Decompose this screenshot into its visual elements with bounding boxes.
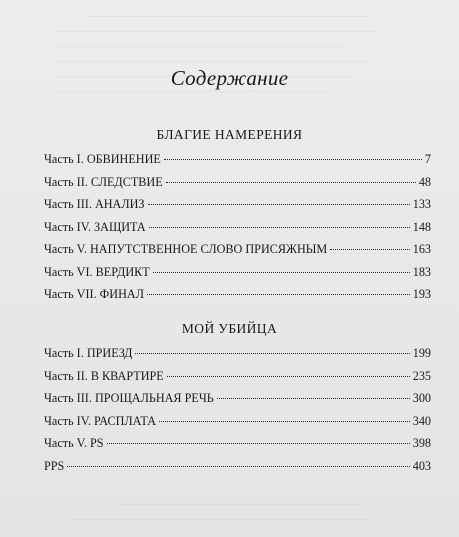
dot-leader <box>164 159 422 160</box>
toc-entry-page: 235 <box>412 368 431 383</box>
toc-entry[interactable] <box>44 175 431 198</box>
dot-leader <box>159 421 410 422</box>
toc-entry[interactable] <box>44 391 431 414</box>
toc-entry-label: Часть I. ПРИЕЗД <box>44 346 133 360</box>
toc-entry[interactable] <box>44 152 431 175</box>
toc-entry[interactable] <box>44 459 431 482</box>
toc-entry[interactable] <box>44 369 431 392</box>
bleed-through-texture-lower <box>40 490 440 535</box>
toc-entry-page: 193 <box>412 287 431 301</box>
toc-list-2 <box>44 346 431 481</box>
toc-entry-label: PPS <box>44 458 65 473</box>
toc-entry-page: 183 <box>412 264 431 279</box>
toc-entry-label: Часть VI. ВЕРДИКТ <box>44 264 150 279</box>
toc-entry-page: 133 <box>412 197 431 211</box>
toc-entry-label: Часть V. НАПУТСТВЕННОЕ СЛОВО ПРИСЯЖНЫМ <box>44 242 328 256</box>
dot-leader <box>166 182 416 183</box>
toc-entry[interactable] <box>44 287 431 310</box>
toc-entry-page: 300 <box>412 391 431 405</box>
toc-entry-label: Часть IV. РАСПЛАТА <box>44 413 157 428</box>
toc-entry-label: Часть II. СЛЕДСТВИЕ <box>44 174 163 189</box>
toc-entry[interactable] <box>44 414 431 437</box>
toc-entry-label: Часть II. В КВАРТИРЕ <box>44 368 164 383</box>
toc-entry-page: 163 <box>412 242 431 256</box>
toc-entry-page: 7 <box>424 152 431 166</box>
toc-list-1 <box>44 152 431 310</box>
dot-leader <box>167 376 410 377</box>
dot-leader <box>67 466 409 467</box>
toc-entry-page: 403 <box>412 458 431 473</box>
dot-leader <box>153 272 410 273</box>
toc-entry-label: Часть VII. ФИНАЛ <box>44 287 144 301</box>
bleed-through-texture <box>40 2 440 112</box>
toc-entry-label: Часть III. АНАЛИЗ <box>44 197 145 211</box>
toc-entry-page: 340 <box>412 413 431 428</box>
section-heading-2: МОЙ УБИЙЦА <box>181 321 278 336</box>
dot-leader <box>135 353 409 354</box>
dot-leader <box>147 294 410 295</box>
toc-entry-label: Часть V. PS <box>44 436 104 450</box>
toc-entry-page: 48 <box>418 174 431 189</box>
toc-entry[interactable] <box>44 436 431 459</box>
section-heading-1: БЛАГИЕ НАМЕРЕНИЯ <box>156 127 303 142</box>
toc-entry[interactable] <box>44 242 431 265</box>
toc-entry[interactable] <box>44 265 431 288</box>
dot-leader <box>107 443 410 444</box>
toc-entry-page: 199 <box>412 346 431 360</box>
dot-leader <box>217 398 410 399</box>
toc-entry[interactable] <box>44 197 431 220</box>
toc-entry[interactable] <box>44 346 431 369</box>
toc-entry-label: Часть I. ОБВИНЕНИЕ <box>44 152 161 166</box>
dot-leader <box>330 249 410 250</box>
page-title: Содержание <box>170 66 289 90</box>
toc-entry-label: Часть III. ПРОЩАЛЬНАЯ РЕЧЬ <box>44 391 214 405</box>
dot-leader <box>149 227 410 228</box>
toc-entry-label: Часть IV. ЗАЩИТА <box>44 219 146 234</box>
toc-entry-page: 398 <box>412 436 431 450</box>
dot-leader <box>148 204 410 205</box>
toc-entry-page: 148 <box>412 219 431 234</box>
toc-entry[interactable] <box>44 220 431 243</box>
